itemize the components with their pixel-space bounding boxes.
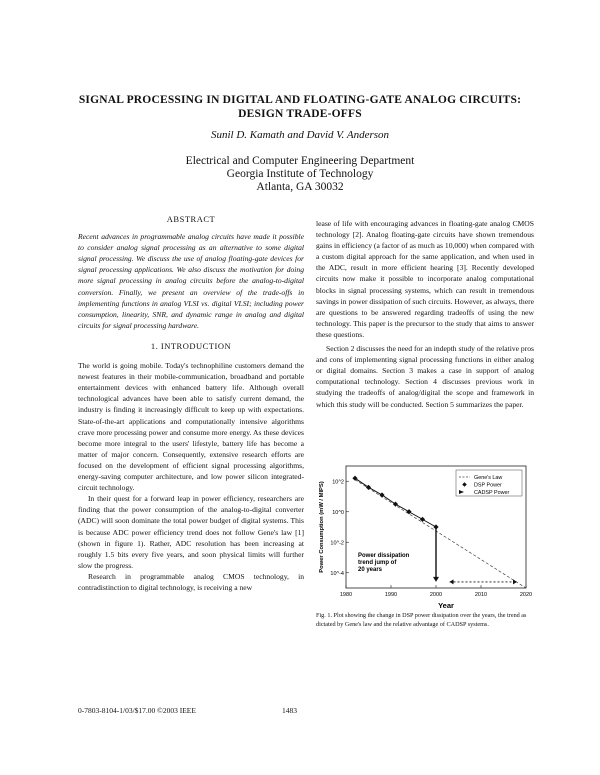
intro-section	[78, 341, 304, 593]
paper-title	[60, 93, 540, 121]
chart-legend	[456, 470, 522, 496]
trend-jump-arrowhead	[433, 577, 439, 582]
y-tick-label: 10^-2	[330, 540, 344, 547]
cadsp-arrowhead-left	[450, 579, 454, 584]
right-column	[316, 218, 534, 410]
x-tick-label: 2020	[519, 592, 533, 598]
y-tick-label: 10^0	[332, 509, 344, 516]
abstract-text: Recent advances in programmable analog circuits have made it possible to consider analog signal processing as an alternative to some digital signal processing. We discuss the use of analog floating-gate devices for signal processing applications. We also discuss the motivation for doing more signal processing in analog circuits before the analog-to-digital conversion. Finally, we present an overview of the trade-offs in implementing functions in analog VLSI vs. digital VLSI; including power consumption, linearity, SNR, and dynamic range in analog and digital circuits for signal processing hardware.	[78, 232, 304, 330]
x-tick-label: 2000	[429, 592, 443, 598]
y-tick-label: 10^-4	[330, 570, 344, 577]
y-tick-label: 10^2	[332, 479, 344, 486]
x-tick-label: 1990	[384, 592, 398, 598]
right-paragraph-1: lease of life with encouraging advances in floating-gate analog CMOS technology [2]. Analog floating-gate circuits have shown tremendous gains in efficiency (a factor of as much as 10,000) when compared with a custom digital approach for the same application, and when used in the ADC, result in more efficient hearing [3]. Recently developed circuits now make it possible to incorporate analog computational blocks in signal processing systems, which can result in tremendous savings in power dissipation of such circuits. However, as always, there are questions to be answered regarding tradeoffs of using the new technology. This paper is the precursor to the study that aims to answer these questions.	[316, 219, 534, 339]
legend-label: Gene's Law	[474, 475, 503, 481]
x-tick-label: 1980	[339, 592, 353, 598]
legend-label: CADSP Power	[474, 490, 510, 496]
affiliation	[60, 155, 540, 194]
figure-1-chart	[316, 460, 534, 610]
page-number: 1483	[282, 706, 297, 715]
x-tick-label: 2010	[474, 592, 488, 598]
abstract-heading: ABSTRACT	[166, 214, 216, 224]
affiliation-institute: Georgia Institute of Technology	[226, 168, 374, 180]
left-column	[78, 214, 304, 331]
annotation-text: Power dissipation trend jump of 20 years	[358, 553, 410, 573]
x-axis-label: Year	[438, 601, 454, 610]
intro-paragraph-1: The world is going mobile. Today's technophiline customers demand the newest features in their mobile-communication, broadband and portable entertainment devices with enhanced battery life. Although overall technological advances have been able to satisfy current demand, the industry is finding it increasingly difficult to keep up with expectations. State-of-the-art applications and computationally intensive algorithms crave more processing power and consume more energy. As these devices become more integral to the users' lifestyle, battery life has become a matter of major concern. Consequently, extensive research efforts are focused on the development of efficient signal processing algorithms, energy-saving computer architecture, and low power silicon integrated-circuit technology.	[78, 361, 304, 493]
affiliation-city: Atlanta, GA 30032	[256, 181, 344, 193]
legend-label: DSP Power	[474, 482, 502, 489]
cadsp-arrowhead	[513, 579, 517, 584]
figure-caption: Fig. 1. Plot showing the change in DSP power dissipation over the years, the trend as dictated by Gene's law and the relative advantage of CADSP systems.	[316, 612, 527, 628]
affiliation-dept: Electrical and Computer Engineering Department	[185, 155, 415, 167]
footer-copyright: 0-7803-8104-1/03/$17.00 ©2003 IEEE	[78, 706, 196, 715]
dsp-data-point	[406, 509, 411, 514]
right-paragraph-2: Section 2 discusses the need for an indepth study of the relative pros and cons of implementing signal processing functions in either analog or digital domains. Section 3 makes a case in support of analog computational technology. Section 4 discusses previous work in studying the tradeoffs of analog/digital the scope and framework in which this study will be conducted. Section 5 summarizes the paper.	[316, 344, 534, 409]
intro-paragraph-3: Research in programmable analog CMOS technology, in contradistinction to digital technology, is receiving a new	[78, 571, 304, 592]
intro-paragraph-2: In their quest for a forward leap in power efficiency, researchers are finding that the power consumption of the analog-to-digital converter (ADC) will soon dominate the total power budget of digital systems. This is because ADC power efficiency trend does not follow Gene's law [1] (shown in figure 1). Rather, ADC resolution has been increasing at roughly 1.5 bits every five years, and soon physical limits will further slow the progress.	[78, 494, 304, 570]
title-line-2: DESIGN TRADE-OFFS	[238, 108, 362, 120]
y-axis-label: Power Consumption (mW / MIPS)	[319, 481, 325, 573]
intro-heading: 1. INTRODUCTION	[150, 341, 232, 351]
title-line-1: SIGNAL PROCESSING IN DIGITAL AND FLOATING-GATE ANALOG CIRCUITS:	[78, 94, 522, 106]
authors: Sunil D. Kamath and David V. Anderson	[210, 129, 390, 141]
